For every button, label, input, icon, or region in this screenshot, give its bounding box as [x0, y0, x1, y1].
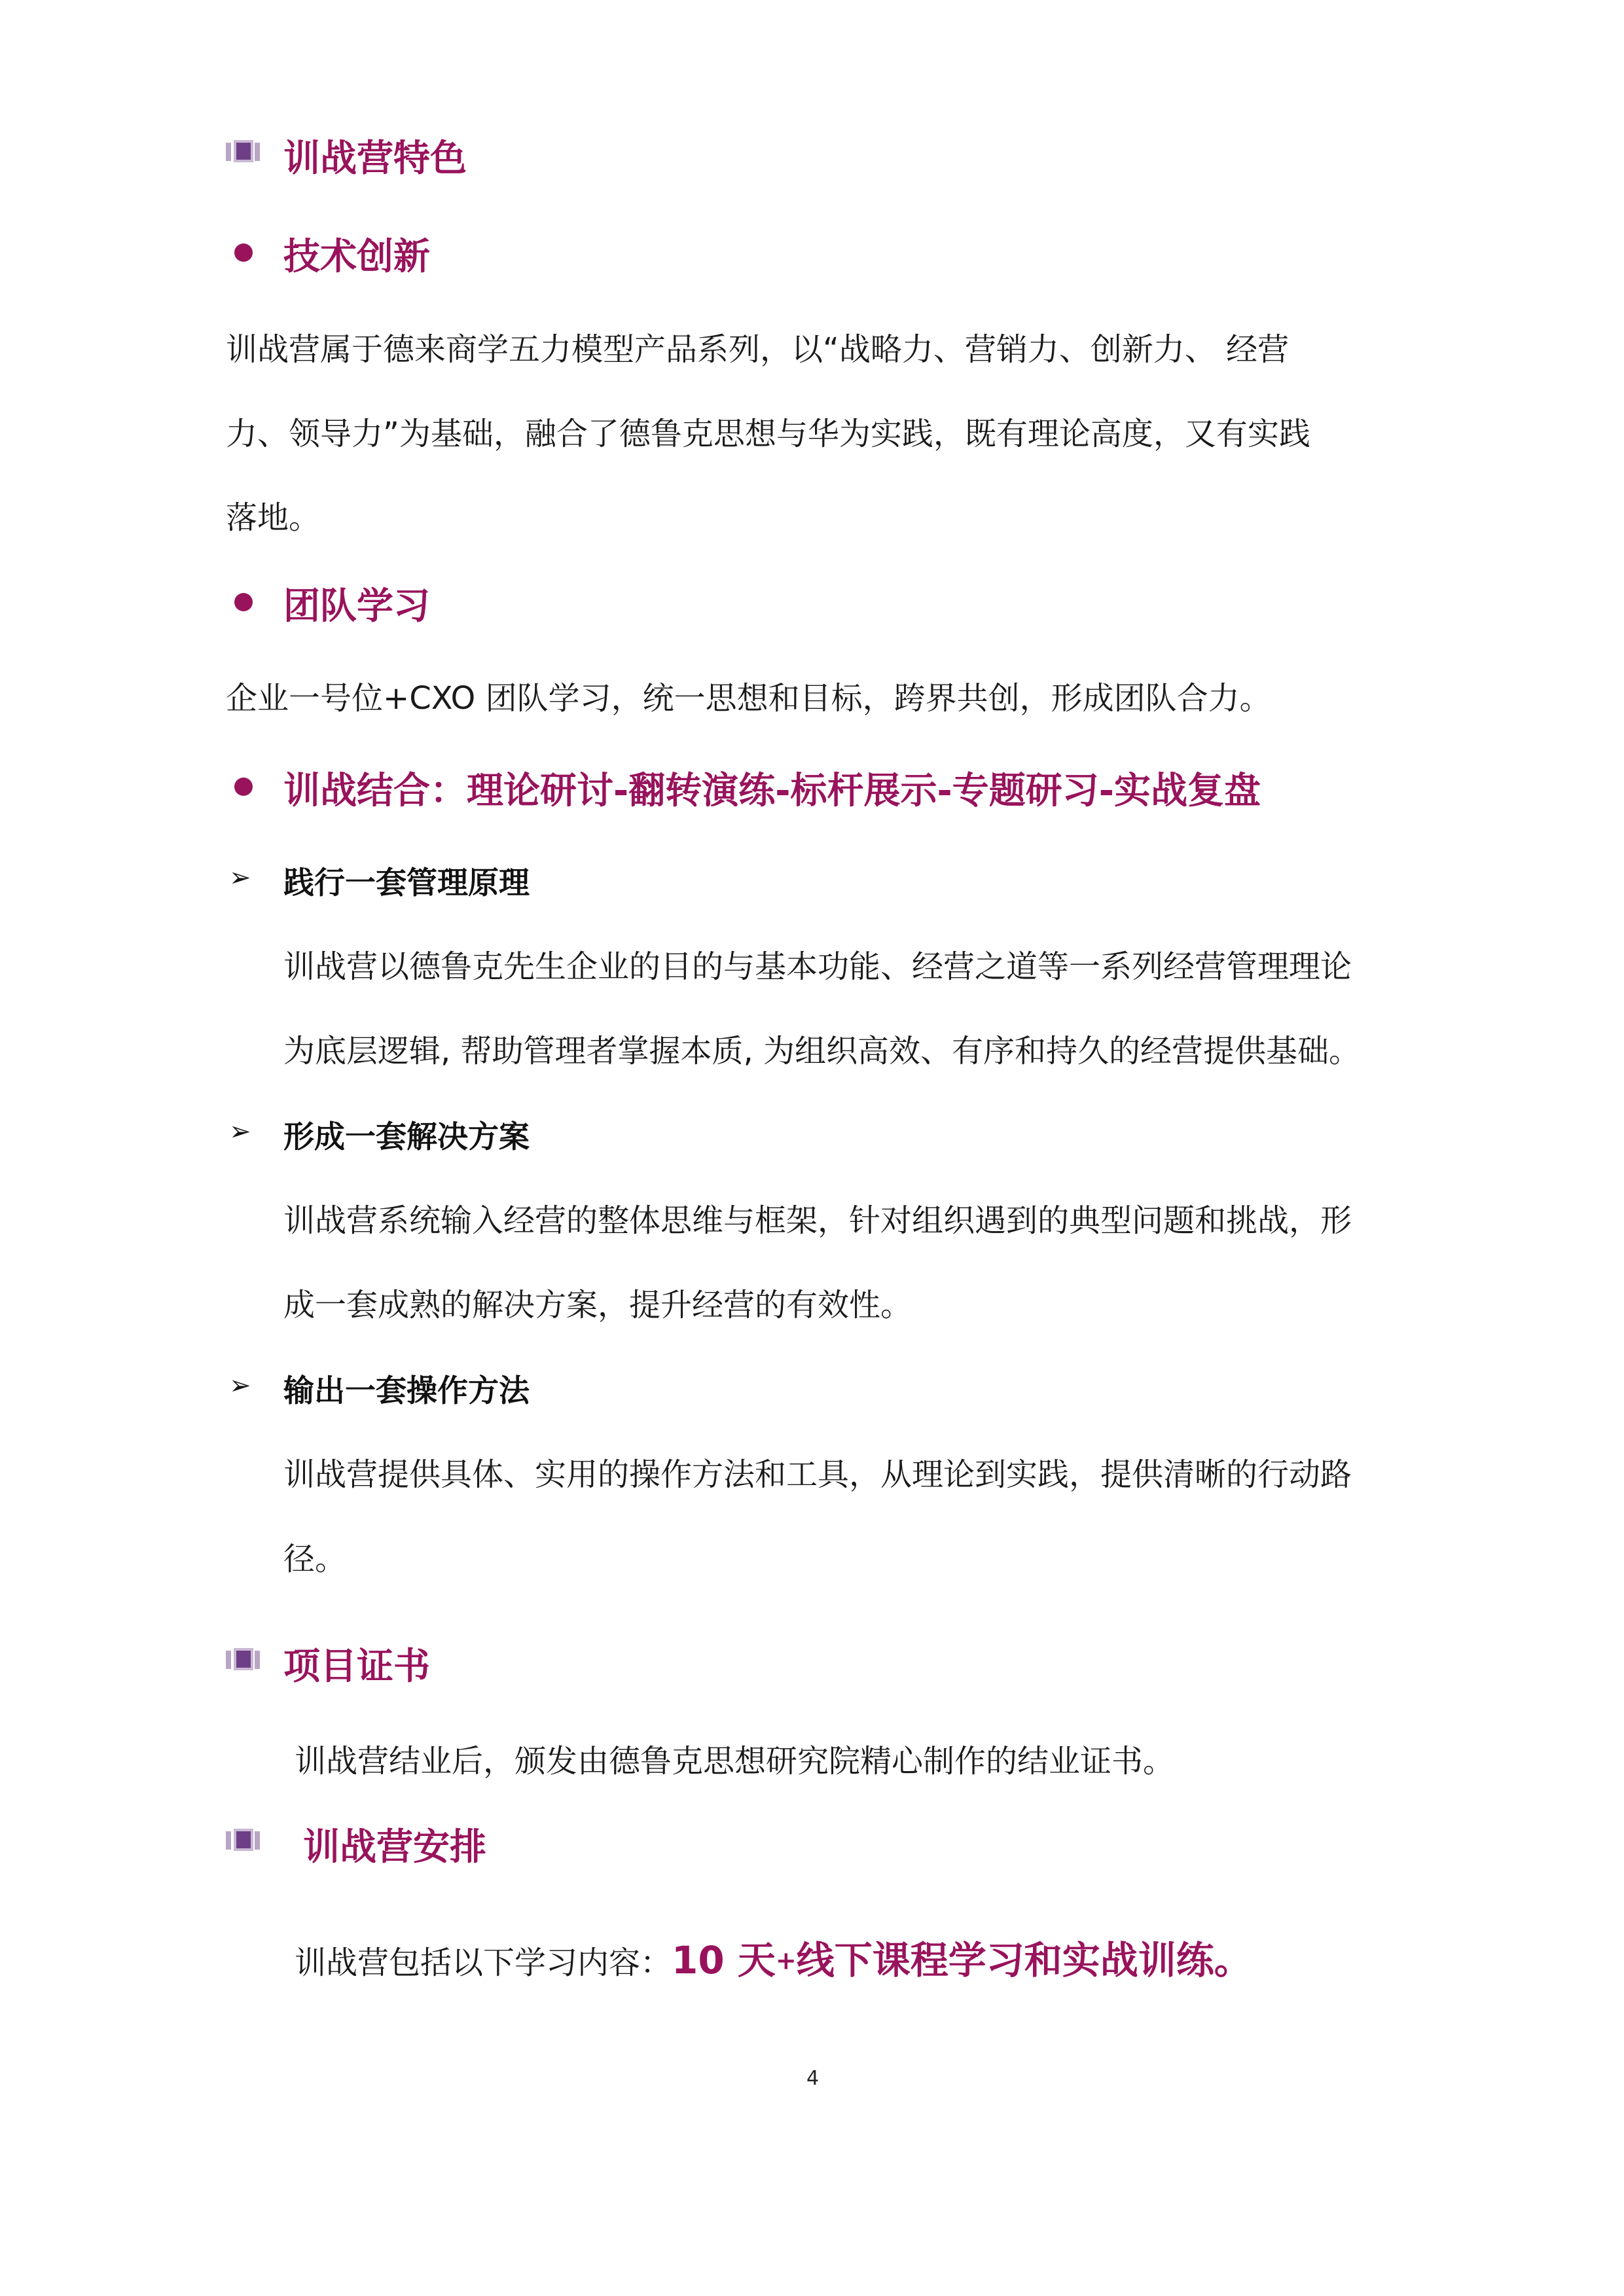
tech-line-3: 落地。 — [226, 499, 321, 536]
bullet-dot-icon — [234, 243, 253, 262]
arrow-bullet-icon: ➢ — [229, 863, 251, 893]
arrow-bullet-icon: ➢ — [229, 1117, 251, 1147]
team-text: 企业一号位+CXO 团队学习，统一思想和目标，跨界共创，形成团队合力。 — [226, 680, 1271, 717]
subsection-title-team: 团队学习 — [283, 585, 430, 628]
item-title-principles: 践行一套管理原理 — [283, 865, 530, 901]
arrange-line — [295, 1929, 1252, 1984]
square-bullet-icon — [226, 1647, 262, 1673]
subsection-title-combo: 训战结合：理论研讨-翻转演练-标杆展示-专题研习-实战复盘 — [283, 770, 1261, 812]
tech-line-1: 训战营属于德来商学五力模型产品系列，以“战略力、营销力、创新力、 经营 — [226, 331, 1290, 368]
methods-line-1: 训战营提供具体、实用的操作方法和工具，从理论到实践，提供清晰的行动路 — [283, 1456, 1352, 1493]
arrange-highlight-text: 线下课程学习和实战训练。 — [796, 1938, 1252, 1982]
solution-line-1: 训战营系统输入经营的整体思维与框架，针对组织遇到的典型问题和挑战，形 — [283, 1202, 1352, 1239]
bullet-dot-icon — [234, 778, 253, 796]
page-number: 4 — [806, 2067, 820, 2090]
cert-text: 训战营结业后，颁发由德鲁克思想研究院精心制作的结业证书。 — [295, 1743, 1175, 1780]
methods-line-2: 径。 — [283, 1541, 347, 1577]
section-title-features: 训战营特色 — [283, 137, 467, 180]
arrange-sup: + — [775, 1946, 797, 1975]
subsection-title-tech: 技术创新 — [283, 236, 430, 278]
principles-line-2: 为底层逻辑, 帮助管理者掌握本质, 为组织高效、有序和持久的经营提供基础。 — [283, 1033, 1361, 1069]
arrange-prefix: 训战营包括以下学习内容： — [295, 1945, 672, 1981]
item-title-solution: 形成一套解决方案 — [283, 1119, 530, 1155]
arrange-highlight-days: 10 天 — [672, 1938, 776, 1982]
section-title-arrange: 训战营安排 — [303, 1826, 486, 1869]
square-bullet-icon — [226, 1827, 262, 1854]
tech-line-2: 力、领导力”为基础，融合了德鲁克思想与华为实践，既有理论高度，又有实践 — [226, 416, 1310, 452]
bullet-dot-icon — [234, 593, 253, 611]
arrow-bullet-icon: ➢ — [229, 1371, 251, 1401]
principles-line-1: 训战营以德鲁克先生企业的目的与基本功能、经营之道等一系列经营管理理论 — [283, 948, 1352, 985]
item-title-methods: 输出一套操作方法 — [283, 1373, 530, 1409]
section-title-cert: 项目证书 — [283, 1645, 430, 1688]
solution-line-2: 成一套成熟的解决方案，提升经营的有效性。 — [283, 1287, 912, 1323]
square-bullet-icon — [226, 139, 262, 165]
